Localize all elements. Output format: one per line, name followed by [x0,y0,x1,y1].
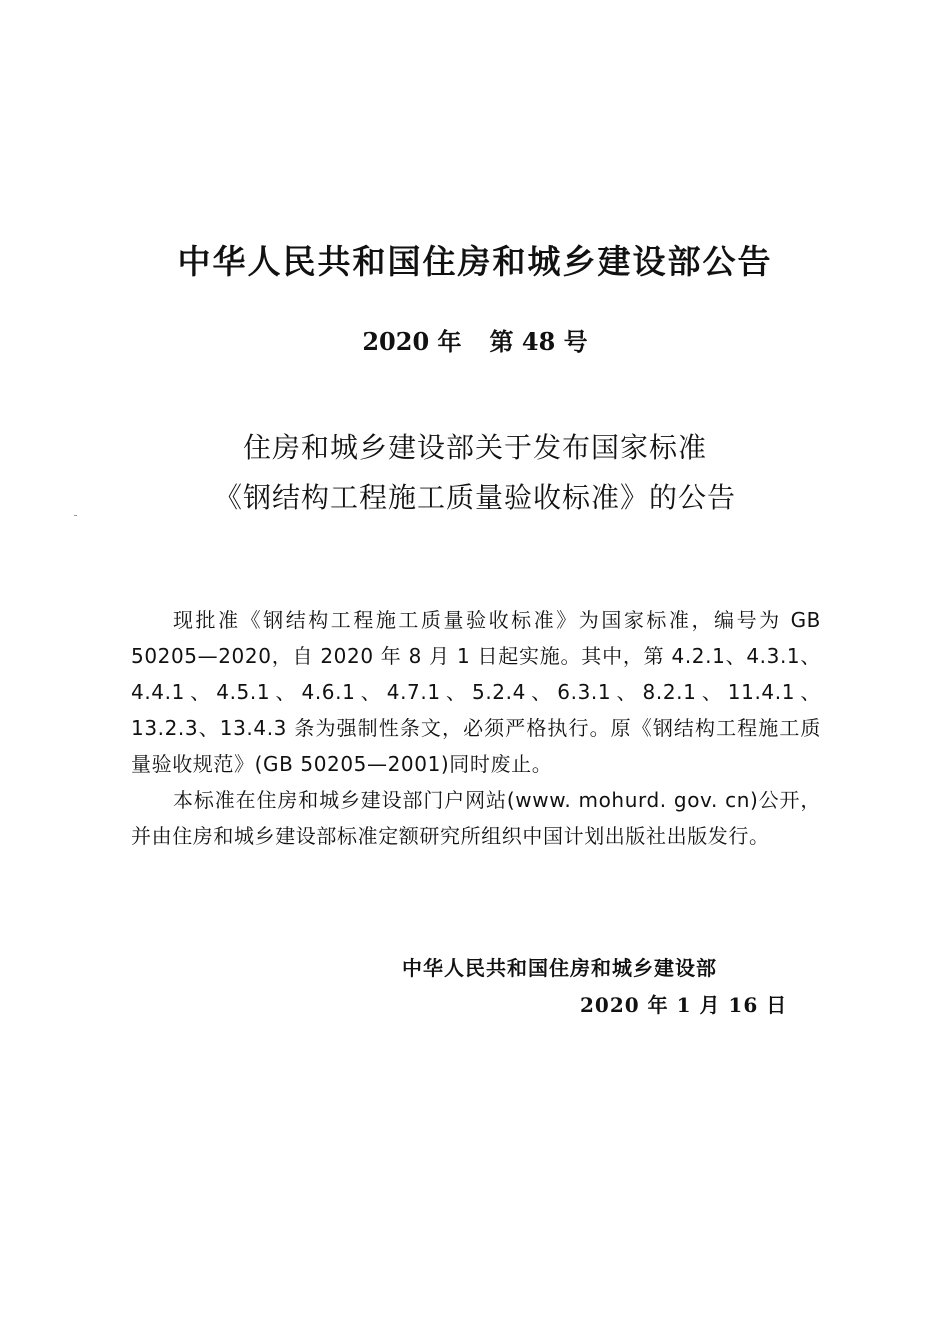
subject-line-2: 《钢结构工程施工质量验收标准》的公告 [213,481,736,514]
issue-number: 第 48 号 [489,327,588,356]
subject-line-1: 住房和城乡建设部关于发布国家标准 [242,431,707,464]
body-paragraph-approval: 现批准《钢结构工程施工质量验收标准》为国家标准，编号为 GB 50205—2020，自 2020 年 8 月 1 日起实施。其中，第 4.2.1、4.3.1、4.4.1、4.5.1、4.6.1、4.7.1、5.2.4、6.3.1、8.2.1、11.4.1、13.2.3、13.4.3 条为强制性条文，必须严格执行。原《钢结构工程施工质量验收规范》(GB 50205—2001)同时废止。 [131,608,821,776]
ministry-announcement-title: 中华人民共和国住房和城乡建设部公告 [177,242,773,281]
body-paragraph-publication: 本标准在住房和城乡建设部门户网站(www. mohurd. gov. cn)公开，并由住房和城乡建设部标准定额研究所组织中国计划出版社出版发行。 [131,788,821,848]
issue-number-line [0,322,950,357]
signature-organization: 中华人民共和国住房和城乡建设部 [402,956,717,980]
issue-year: 2020 年 [362,327,462,356]
signature-date: 2020 年 1 月 16 日 [580,993,788,1017]
